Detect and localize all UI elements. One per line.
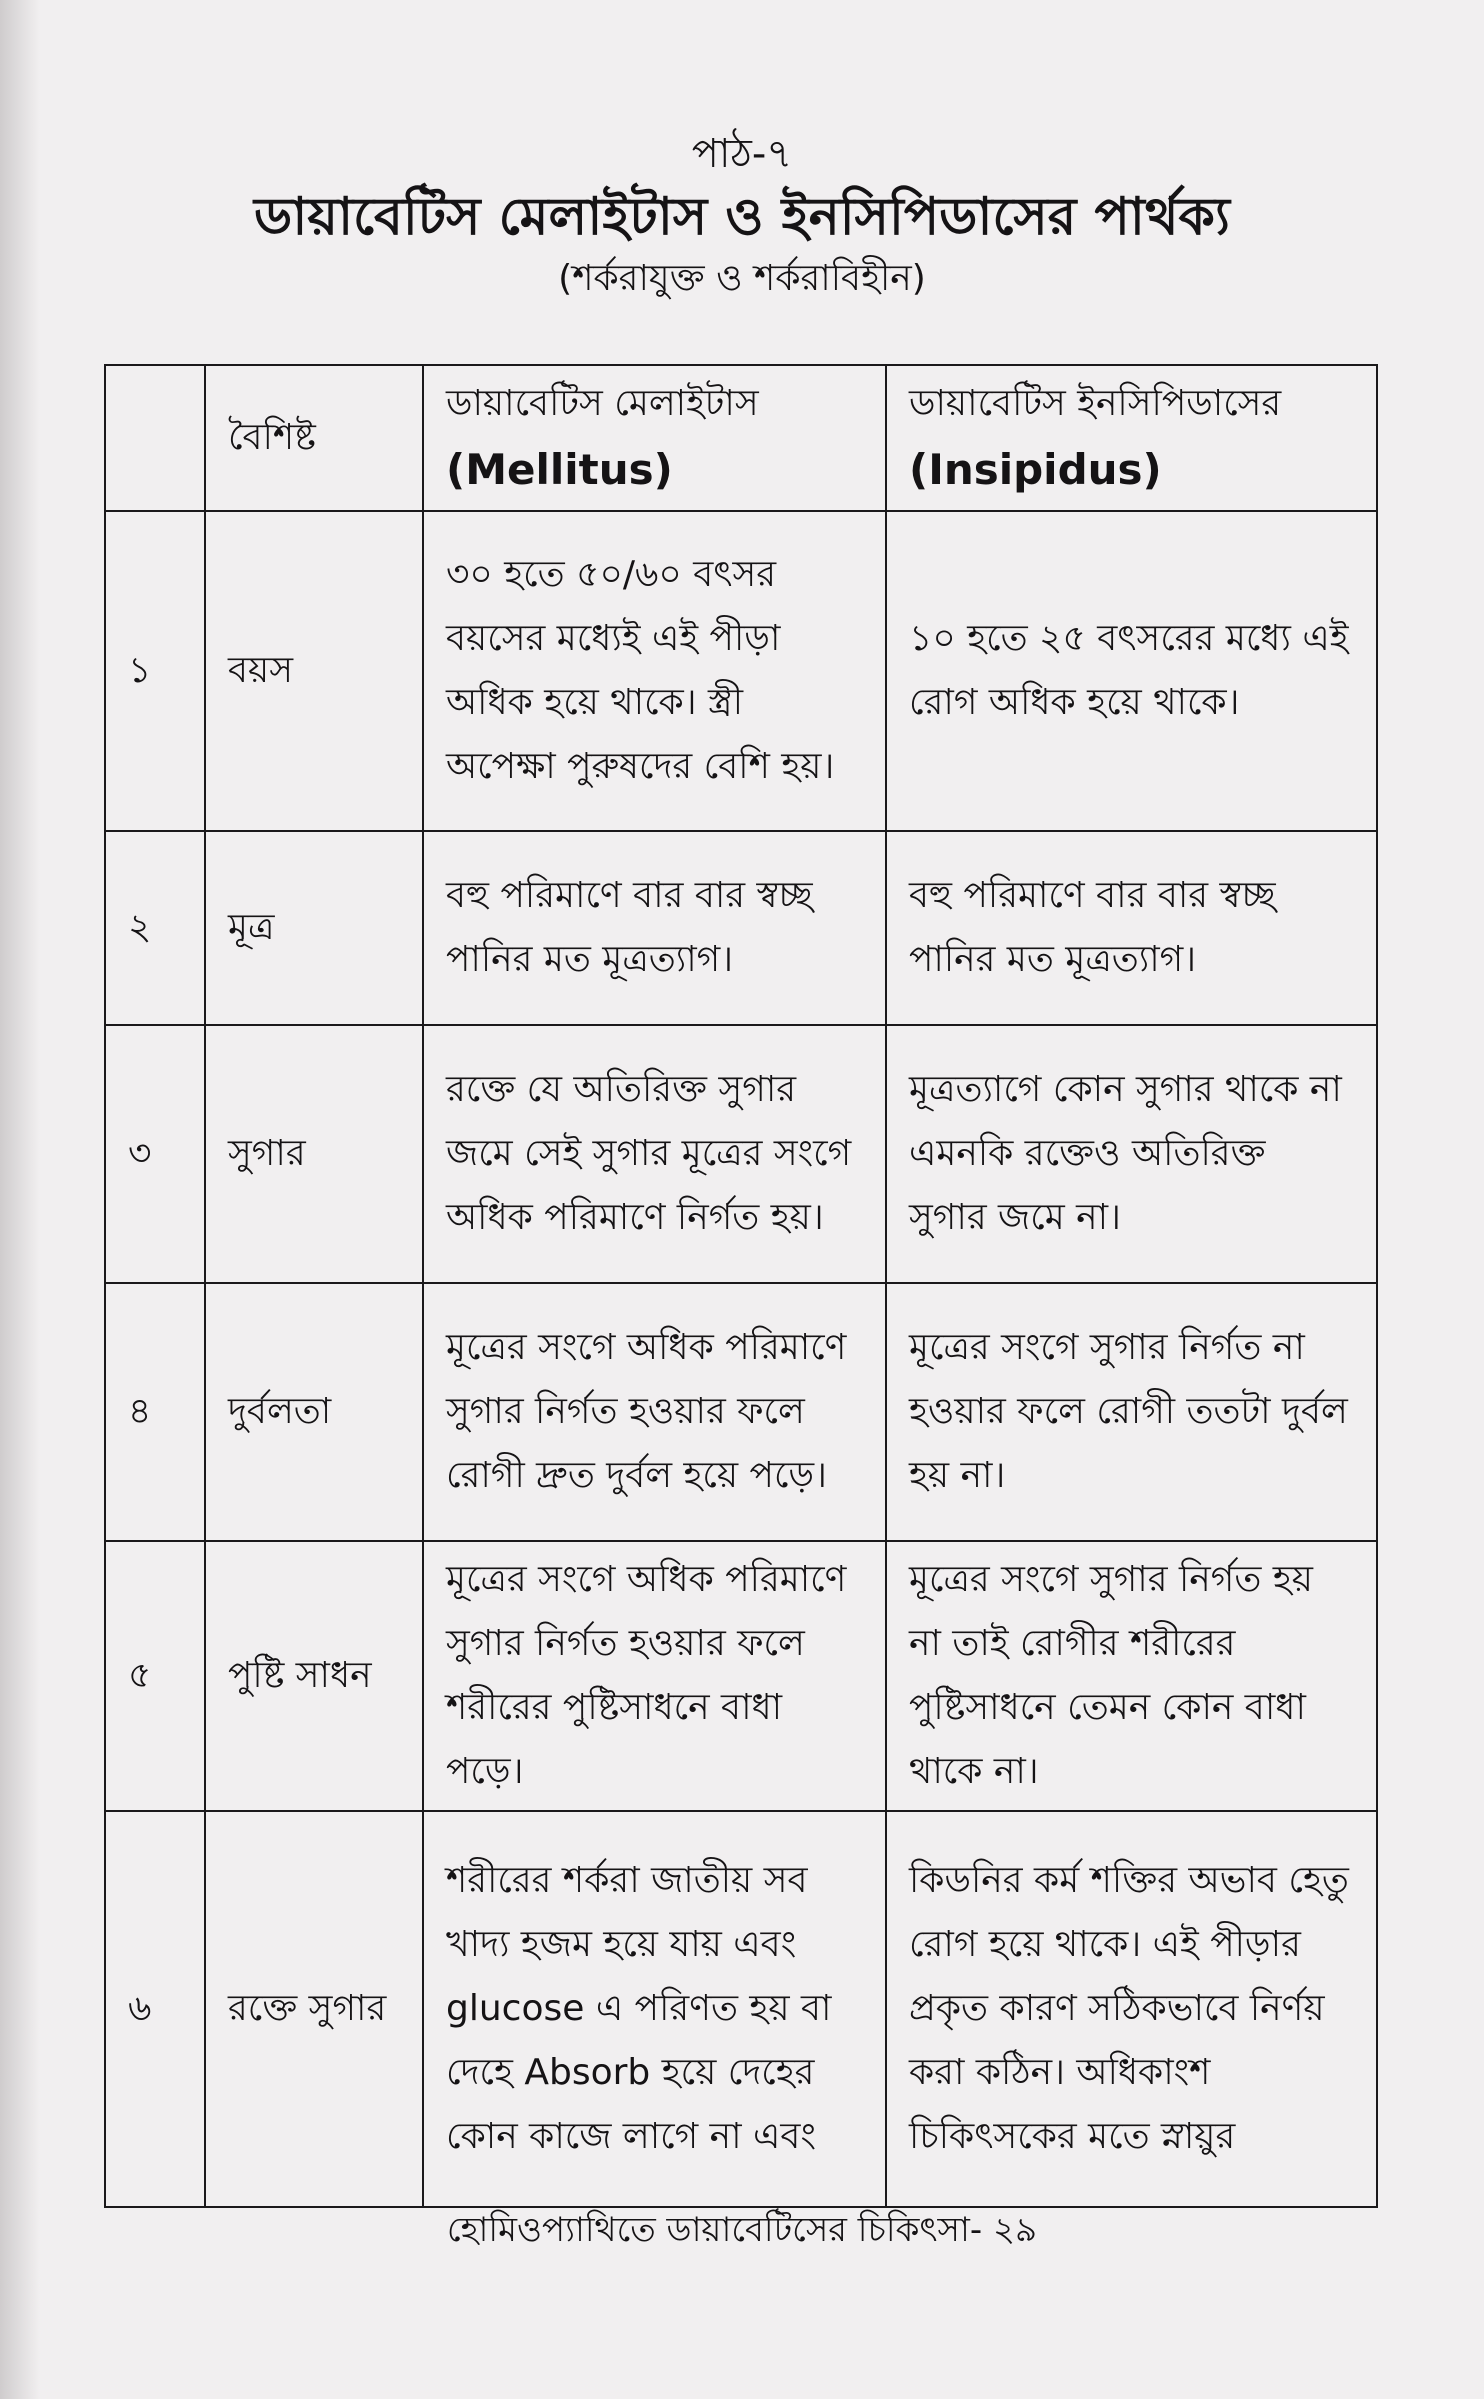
row-number: ৪ [105, 1283, 205, 1541]
header-insipidus [886, 365, 1377, 511]
row-feature: দুর্বলতা [205, 1283, 423, 1541]
table-row [105, 1283, 1377, 1541]
page-gutter-shadow [0, 0, 40, 2399]
header-mellitus-bn: ডায়াবেটিস মেলাইটাস [446, 383, 759, 424]
row-mellitus: শরীরের শর্করা জাতীয় সব খাদ্য হজম হয়ে যায় এবং glucose এ পরিণত হয় বা দেহে Absorb হয়ে দেহের কোন কাজে লাগে না এবং [423, 1811, 886, 2207]
row-number: ৬ [105, 1811, 205, 2207]
table-row [105, 1811, 1377, 2207]
page-header [0, 128, 1484, 304]
table-row [105, 831, 1377, 1025]
chapter-number: পাঠ-৭ [691, 131, 793, 177]
row-feature: পুষ্টি সাধন [205, 1541, 423, 1811]
header-feature: বৈশিষ্ট [205, 365, 423, 511]
header-mellitus [423, 365, 886, 511]
row-insipidus: কিডনির কর্ম শক্তির অভাব হেতু রোগ হয়ে থাকে। এই পীড়ার প্রকৃত কারণ সঠিকভাবে নির্ণয় করা কঠিন। অধিকাংশ চিকিৎসকের মতে স্নায়ুর [886, 1811, 1377, 2207]
row-mellitus: ৩০ হতে ৫০/৬০ বৎসর বয়সের মধ্যেই এই পীড়া অধিক হয়ে থাকে। স্ত্রী অপেক্ষা পুরুষদের বেশি হয়। [423, 511, 886, 831]
row-feature: মূত্র [205, 831, 423, 1025]
comparison-table [104, 364, 1378, 2208]
table-row [105, 1541, 1377, 1811]
row-insipidus: ১০ হতে ২৫ বৎসরের মধ্যে এই রোগ অধিক হয়ে থাকে। [886, 511, 1377, 831]
table-row [105, 1025, 1377, 1283]
header-insipidus-en: (Insipidus) [909, 445, 1162, 494]
page-subtitle: (শর্করাযুক্ত ও শর্করাবিহীন) [558, 258, 926, 299]
row-feature: রক্তে সুগার [205, 1811, 423, 2207]
table-row [105, 511, 1377, 831]
header-mellitus-en: (Mellitus) [446, 445, 673, 494]
row-insipidus: মূত্রের সংগে সুগার নির্গত হয় না তাই রোগীর শরীরের পুষ্টিসাধনে তেমন কোন বাধা থাকে না। [886, 1541, 1377, 1811]
row-insipidus: বহু পরিমাণে বার বার স্বচ্ছ পানির মত মূত্রত্যাগ। [886, 831, 1377, 1025]
table-header-row [105, 365, 1377, 511]
row-mellitus: মূত্রের সংগে অধিক পরিমাণে সুগার নির্গত হওয়ার ফলে রোগী দ্রুত দুর্বল হয়ে পড়ে। [423, 1283, 886, 1541]
header-insipidus-bn: ডায়াবেটিস ইনসিপিডাসের [909, 383, 1282, 424]
row-feature: সুগার [205, 1025, 423, 1283]
row-number: ২ [105, 831, 205, 1025]
row-mellitus: বহু পরিমাণে বার বার স্বচ্ছ পানির মত মূত্রত্যাগ। [423, 831, 886, 1025]
row-number: ৩ [105, 1025, 205, 1283]
row-feature: বয়স [205, 511, 423, 831]
row-number: ১ [105, 511, 205, 831]
row-insipidus: মূত্রত্যাগে কোন সুগার থাকে না এমনকি রক্তেও অতিরিক্ত সুগার জমে না। [886, 1025, 1377, 1283]
page-title: ডায়াবেটিস মেলাইটাস ও ইনসিপিডাসের পার্থক্য [254, 187, 1230, 247]
row-number: ৫ [105, 1541, 205, 1811]
header-number-cell [105, 365, 205, 511]
row-mellitus: রক্তে যে অতিরিক্ত সুগার জমে সেই সুগার মূত্রের সংগে অধিক পরিমাণে নির্গত হয়। [423, 1025, 886, 1283]
row-insipidus: মূত্রের সংগে সুগার নির্গত না হওয়ার ফলে রোগী ততটা দুর্বল হয় না। [886, 1283, 1377, 1541]
page-footer: হোমিওপ্যাথিতে ডায়াবেটিসের চিকিৎসা- ২৯ [446, 2210, 1038, 2250]
row-mellitus: মূত্রের সংগে অধিক পরিমাণে সুগার নির্গত হওয়ার ফলে শরীরের পুষ্টিসাধনে বাধা পড়ে। [423, 1541, 886, 1811]
